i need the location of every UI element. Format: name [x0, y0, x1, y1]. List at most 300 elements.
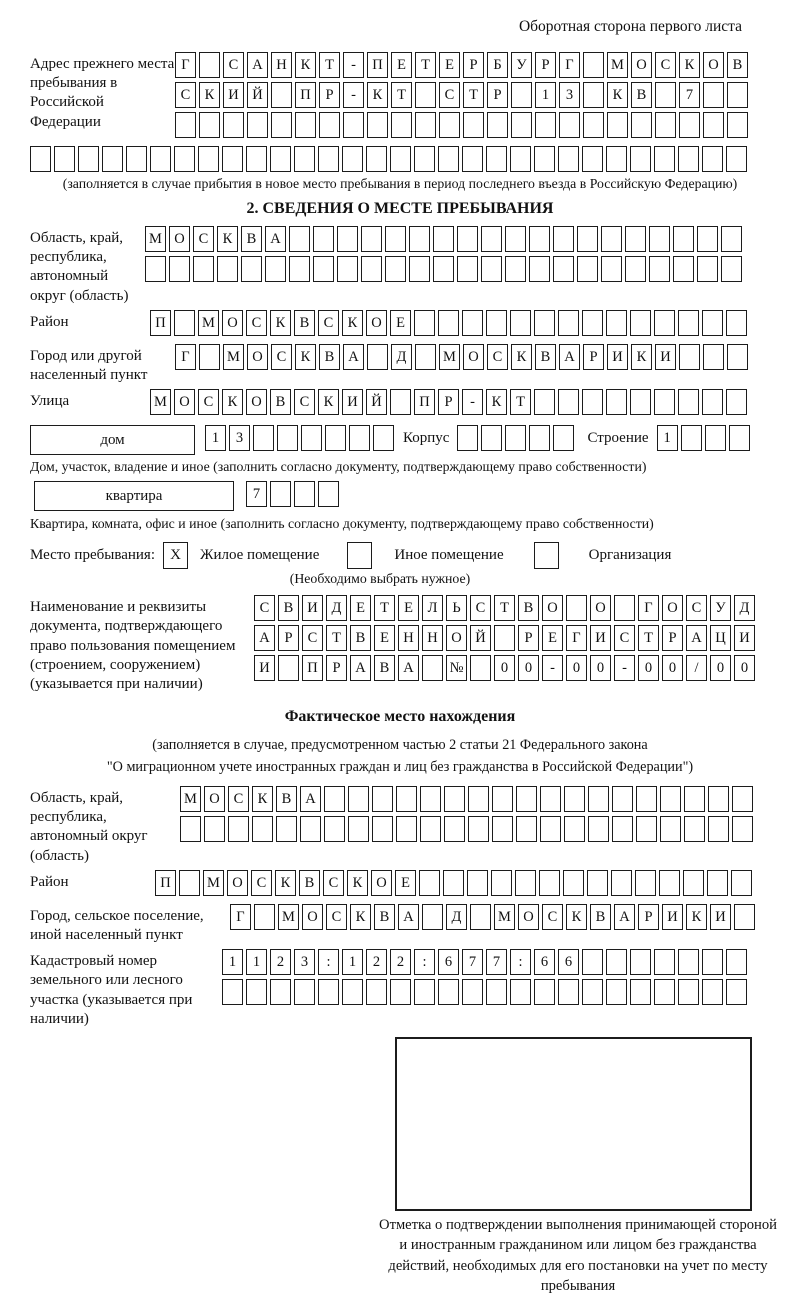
char-cell[interactable]: Р: [438, 389, 459, 415]
char-cell[interactable]: В: [278, 595, 299, 621]
char-cell[interactable]: В: [590, 904, 611, 930]
char-cell[interactable]: К: [607, 82, 628, 108]
char-cell[interactable]: :: [414, 949, 435, 975]
char-cell[interactable]: [414, 979, 435, 1005]
char-cell[interactable]: -: [343, 52, 364, 78]
char-cell[interactable]: 6: [534, 949, 555, 975]
char-cell[interactable]: М: [439, 344, 460, 370]
char-cell[interactable]: [174, 146, 195, 172]
char-cell[interactable]: [612, 816, 633, 842]
char-cell[interactable]: 0: [710, 655, 731, 681]
char-cell[interactable]: [649, 256, 670, 282]
char-cell[interactable]: Н: [422, 625, 443, 651]
char-cell[interactable]: [433, 256, 454, 282]
char-cell[interactable]: К: [217, 226, 238, 252]
char-cell[interactable]: :: [318, 949, 339, 975]
char-cell[interactable]: [703, 344, 724, 370]
char-cell[interactable]: [727, 112, 748, 138]
char-cell[interactable]: [468, 816, 489, 842]
char-cell[interactable]: [422, 904, 443, 930]
char-cell[interactable]: [420, 786, 441, 812]
char-cell[interactable]: [582, 979, 603, 1005]
char-cell[interactable]: [443, 870, 464, 896]
checkbox-inoe[interactable]: [347, 542, 372, 569]
char-cell[interactable]: 0: [590, 655, 611, 681]
char-cell[interactable]: [708, 816, 729, 842]
char-cell[interactable]: 2: [390, 949, 411, 975]
char-cell[interactable]: [558, 310, 579, 336]
char-cell[interactable]: [180, 816, 201, 842]
char-cell[interactable]: [534, 389, 555, 415]
char-cell[interactable]: О: [542, 595, 563, 621]
char-cell[interactable]: Е: [439, 52, 460, 78]
char-cell[interactable]: [126, 146, 147, 172]
char-cell[interactable]: [470, 904, 491, 930]
char-cell[interactable]: 0: [638, 655, 659, 681]
char-cell[interactable]: [193, 256, 214, 282]
char-cell[interactable]: [582, 310, 603, 336]
char-cell[interactable]: [265, 256, 286, 282]
char-cell[interactable]: С: [175, 82, 196, 108]
char-cell[interactable]: [655, 82, 676, 108]
char-cell[interactable]: [222, 979, 243, 1005]
char-cell[interactable]: [655, 112, 676, 138]
char-cell[interactable]: [462, 310, 483, 336]
char-cell[interactable]: Е: [391, 52, 412, 78]
char-cell[interactable]: [467, 870, 488, 896]
char-cell[interactable]: [726, 389, 747, 415]
char-cell[interactable]: В: [299, 870, 320, 896]
char-cell[interactable]: И: [590, 625, 611, 651]
char-cell[interactable]: [463, 112, 484, 138]
char-cell[interactable]: В: [350, 625, 371, 651]
char-cell[interactable]: Ь: [446, 595, 467, 621]
char-cell[interactable]: А: [300, 786, 321, 812]
char-cell[interactable]: Р: [326, 655, 347, 681]
char-cell[interactable]: [511, 112, 532, 138]
char-cell[interactable]: [204, 816, 225, 842]
char-cell[interactable]: П: [414, 389, 435, 415]
char-cell[interactable]: [588, 816, 609, 842]
char-cell[interactable]: [444, 786, 465, 812]
char-cell[interactable]: И: [655, 344, 676, 370]
char-cell[interactable]: [366, 979, 387, 1005]
char-cell[interactable]: О: [371, 870, 392, 896]
char-cell[interactable]: С: [318, 310, 339, 336]
char-cell[interactable]: [659, 870, 680, 896]
char-cell[interactable]: А: [265, 226, 286, 252]
char-cell[interactable]: [582, 949, 603, 975]
char-cell[interactable]: [438, 979, 459, 1005]
char-cell[interactable]: О: [204, 786, 225, 812]
char-cell[interactable]: [361, 256, 382, 282]
char-cell[interactable]: [660, 816, 681, 842]
char-cell[interactable]: [199, 112, 220, 138]
char-cell[interactable]: [726, 310, 747, 336]
char-cell[interactable]: К: [367, 82, 388, 108]
char-cell[interactable]: Г: [559, 52, 580, 78]
char-cell[interactable]: [678, 979, 699, 1005]
char-cell[interactable]: [30, 146, 51, 172]
char-cell[interactable]: [301, 425, 322, 451]
char-cell[interactable]: В: [319, 344, 340, 370]
char-cell[interactable]: [681, 425, 702, 451]
char-cell[interactable]: [349, 425, 370, 451]
char-cell[interactable]: [409, 256, 430, 282]
char-cell[interactable]: Т: [391, 82, 412, 108]
char-cell[interactable]: [577, 256, 598, 282]
char-cell[interactable]: [705, 425, 726, 451]
char-cell[interactable]: Е: [395, 870, 416, 896]
char-cell[interactable]: [481, 256, 502, 282]
char-cell[interactable]: Г: [175, 344, 196, 370]
char-cell[interactable]: [702, 389, 723, 415]
char-cell[interactable]: П: [302, 655, 323, 681]
char-cell[interactable]: М: [223, 344, 244, 370]
char-cell[interactable]: С: [251, 870, 272, 896]
char-cell[interactable]: [396, 816, 417, 842]
char-cell[interactable]: -: [614, 655, 635, 681]
char-cell[interactable]: [673, 256, 694, 282]
char-cell[interactable]: С: [198, 389, 219, 415]
char-cell[interactable]: В: [270, 389, 291, 415]
char-cell[interactable]: К: [347, 870, 368, 896]
char-cell[interactable]: [342, 979, 363, 1005]
char-cell[interactable]: Т: [319, 52, 340, 78]
char-cell[interactable]: [559, 112, 580, 138]
char-cell[interactable]: [390, 389, 411, 415]
char-cell[interactable]: Р: [319, 82, 340, 108]
char-cell[interactable]: В: [276, 786, 297, 812]
char-cell[interactable]: П: [295, 82, 316, 108]
char-cell[interactable]: Т: [494, 595, 515, 621]
char-cell[interactable]: [582, 389, 603, 415]
char-cell[interactable]: О: [662, 595, 683, 621]
char-cell[interactable]: [697, 256, 718, 282]
char-cell[interactable]: Г: [566, 625, 587, 651]
char-cell[interactable]: К: [342, 310, 363, 336]
char-cell[interactable]: [150, 146, 171, 172]
char-cell[interactable]: Т: [463, 82, 484, 108]
char-cell[interactable]: [223, 112, 244, 138]
char-cell[interactable]: [727, 82, 748, 108]
char-cell[interactable]: [78, 146, 99, 172]
char-cell[interactable]: 3: [559, 82, 580, 108]
char-cell[interactable]: П: [150, 310, 171, 336]
checkbox-zhiloe[interactable]: X: [163, 542, 188, 569]
char-cell[interactable]: Б: [487, 52, 508, 78]
char-cell[interactable]: М: [145, 226, 166, 252]
char-cell[interactable]: М: [198, 310, 219, 336]
char-cell[interactable]: С: [614, 625, 635, 651]
char-cell[interactable]: [516, 786, 537, 812]
char-cell[interactable]: Н: [398, 625, 419, 651]
char-cell[interactable]: [606, 979, 627, 1005]
char-cell[interactable]: [635, 870, 656, 896]
char-cell[interactable]: [515, 870, 536, 896]
char-cell[interactable]: [318, 979, 339, 1005]
char-cell[interactable]: [343, 112, 364, 138]
char-cell[interactable]: [348, 816, 369, 842]
char-cell[interactable]: [270, 146, 291, 172]
char-cell[interactable]: [372, 786, 393, 812]
char-cell[interactable]: А: [343, 344, 364, 370]
char-cell[interactable]: О: [222, 310, 243, 336]
char-cell[interactable]: А: [559, 344, 580, 370]
char-cell[interactable]: [385, 226, 406, 252]
char-cell[interactable]: Т: [374, 595, 395, 621]
char-cell[interactable]: [630, 146, 651, 172]
char-cell[interactable]: Р: [278, 625, 299, 651]
char-cell[interactable]: [529, 425, 550, 451]
char-cell[interactable]: [654, 389, 675, 415]
char-cell[interactable]: [630, 979, 651, 1005]
char-cell[interactable]: [539, 870, 560, 896]
char-cell[interactable]: [614, 595, 635, 621]
char-cell[interactable]: [373, 425, 394, 451]
char-cell[interactable]: [697, 226, 718, 252]
char-cell[interactable]: [636, 786, 657, 812]
char-cell[interactable]: [422, 655, 443, 681]
char-cell[interactable]: К: [270, 310, 291, 336]
char-cell[interactable]: И: [223, 82, 244, 108]
char-cell[interactable]: О: [703, 52, 724, 78]
char-cell[interactable]: У: [511, 52, 532, 78]
char-cell[interactable]: [625, 226, 646, 252]
char-cell[interactable]: [438, 310, 459, 336]
char-cell[interactable]: [587, 870, 608, 896]
char-cell[interactable]: 1: [535, 82, 556, 108]
char-cell[interactable]: [684, 786, 705, 812]
char-cell[interactable]: Р: [463, 52, 484, 78]
char-cell[interactable]: И: [662, 904, 683, 930]
char-cell[interactable]: [583, 82, 604, 108]
char-cell[interactable]: [631, 112, 652, 138]
char-cell[interactable]: 1: [205, 425, 226, 451]
char-cell[interactable]: [457, 425, 478, 451]
char-cell[interactable]: А: [398, 655, 419, 681]
char-cell[interactable]: [348, 786, 369, 812]
char-cell[interactable]: [606, 310, 627, 336]
char-cell[interactable]: [294, 146, 315, 172]
char-cell[interactable]: 6: [558, 949, 579, 975]
char-cell[interactable]: [566, 595, 587, 621]
char-cell[interactable]: А: [247, 52, 268, 78]
char-cell[interactable]: [511, 82, 532, 108]
char-cell[interactable]: [324, 816, 345, 842]
char-cell[interactable]: [601, 226, 622, 252]
char-cell[interactable]: Р: [662, 625, 683, 651]
char-cell[interactable]: [325, 425, 346, 451]
char-cell[interactable]: [337, 256, 358, 282]
char-cell[interactable]: С: [302, 625, 323, 651]
char-cell[interactable]: [246, 146, 267, 172]
char-cell[interactable]: К: [631, 344, 652, 370]
char-cell[interactable]: Т: [638, 625, 659, 651]
char-cell[interactable]: [486, 310, 507, 336]
char-cell[interactable]: В: [241, 226, 262, 252]
char-cell[interactable]: [319, 112, 340, 138]
char-cell[interactable]: [630, 389, 651, 415]
char-cell[interactable]: [415, 112, 436, 138]
char-cell[interactable]: [54, 146, 75, 172]
char-cell[interactable]: [342, 146, 363, 172]
char-cell[interactable]: 0: [566, 655, 587, 681]
char-cell[interactable]: [433, 226, 454, 252]
char-cell[interactable]: [247, 112, 268, 138]
char-cell[interactable]: С: [223, 52, 244, 78]
char-cell[interactable]: [385, 256, 406, 282]
char-cell[interactable]: Е: [350, 595, 371, 621]
char-cell[interactable]: [630, 949, 651, 975]
char-cell[interactable]: [577, 226, 598, 252]
char-cell[interactable]: Г: [175, 52, 196, 78]
char-cell[interactable]: [491, 870, 512, 896]
char-cell[interactable]: Е: [398, 595, 419, 621]
char-cell[interactable]: [611, 870, 632, 896]
char-cell[interactable]: [492, 786, 513, 812]
char-cell[interactable]: Д: [391, 344, 412, 370]
char-cell[interactable]: [731, 870, 752, 896]
char-cell[interactable]: [294, 481, 315, 507]
char-cell[interactable]: [679, 344, 700, 370]
char-cell[interactable]: [707, 870, 728, 896]
char-cell[interactable]: [734, 904, 755, 930]
char-cell[interactable]: [721, 256, 742, 282]
char-cell[interactable]: [439, 112, 460, 138]
char-cell[interactable]: К: [275, 870, 296, 896]
char-cell[interactable]: [702, 949, 723, 975]
char-cell[interactable]: 1: [657, 425, 678, 451]
char-cell[interactable]: [684, 816, 705, 842]
char-cell[interactable]: И: [342, 389, 363, 415]
char-cell[interactable]: [241, 256, 262, 282]
char-cell[interactable]: [553, 256, 574, 282]
char-cell[interactable]: 1: [222, 949, 243, 975]
char-cell[interactable]: [678, 949, 699, 975]
char-cell[interactable]: [612, 786, 633, 812]
char-cell[interactable]: О: [302, 904, 323, 930]
char-cell[interactable]: [606, 389, 627, 415]
char-cell[interactable]: А: [614, 904, 635, 930]
char-cell[interactable]: 1: [342, 949, 363, 975]
char-cell[interactable]: [198, 146, 219, 172]
char-cell[interactable]: [318, 146, 339, 172]
char-cell[interactable]: [540, 816, 561, 842]
char-cell[interactable]: [494, 625, 515, 651]
char-cell[interactable]: Р: [535, 52, 556, 78]
char-cell[interactable]: [534, 146, 555, 172]
char-cell[interactable]: [606, 949, 627, 975]
char-cell[interactable]: [414, 146, 435, 172]
char-cell[interactable]: [487, 112, 508, 138]
char-cell[interactable]: [481, 425, 502, 451]
char-cell[interactable]: С: [246, 310, 267, 336]
char-cell[interactable]: [601, 256, 622, 282]
char-cell[interactable]: [732, 786, 753, 812]
char-cell[interactable]: [649, 226, 670, 252]
char-cell[interactable]: К: [295, 52, 316, 78]
char-cell[interactable]: Е: [374, 625, 395, 651]
char-cell[interactable]: [553, 226, 574, 252]
char-cell[interactable]: [253, 425, 274, 451]
char-cell[interactable]: И: [710, 904, 731, 930]
char-cell[interactable]: [636, 816, 657, 842]
char-cell[interactable]: [367, 112, 388, 138]
char-cell[interactable]: [324, 786, 345, 812]
char-cell[interactable]: [564, 786, 585, 812]
char-cell[interactable]: П: [367, 52, 388, 78]
char-cell[interactable]: [607, 112, 628, 138]
char-cell[interactable]: Н: [271, 52, 292, 78]
char-cell[interactable]: [419, 870, 440, 896]
char-cell[interactable]: [510, 979, 531, 1005]
char-cell[interactable]: Л: [422, 595, 443, 621]
char-cell[interactable]: [732, 816, 753, 842]
char-cell[interactable]: -: [542, 655, 563, 681]
char-cell[interactable]: [721, 226, 742, 252]
char-cell[interactable]: [270, 481, 291, 507]
char-cell[interactable]: [270, 979, 291, 1005]
char-cell[interactable]: -: [462, 389, 483, 415]
char-cell[interactable]: [529, 226, 550, 252]
char-cell[interactable]: [396, 786, 417, 812]
char-cell[interactable]: К: [679, 52, 700, 78]
char-cell[interactable]: [726, 949, 747, 975]
char-cell[interactable]: Й: [247, 82, 268, 108]
char-cell[interactable]: Г: [230, 904, 251, 930]
char-cell[interactable]: [391, 112, 412, 138]
char-cell[interactable]: 7: [486, 949, 507, 975]
char-cell[interactable]: К: [486, 389, 507, 415]
char-cell[interactable]: К: [199, 82, 220, 108]
char-cell[interactable]: [702, 310, 723, 336]
char-cell[interactable]: [702, 146, 723, 172]
char-cell[interactable]: К: [350, 904, 371, 930]
char-cell[interactable]: [254, 904, 275, 930]
char-cell[interactable]: [486, 146, 507, 172]
char-cell[interactable]: [505, 425, 526, 451]
char-cell[interactable]: №: [446, 655, 467, 681]
char-cell[interactable]: [252, 816, 273, 842]
char-cell[interactable]: И: [254, 655, 275, 681]
char-cell[interactable]: К: [511, 344, 532, 370]
char-cell[interactable]: 2: [270, 949, 291, 975]
char-cell[interactable]: [703, 112, 724, 138]
char-cell[interactable]: [505, 226, 526, 252]
char-cell[interactable]: [366, 146, 387, 172]
char-cell[interactable]: 0: [662, 655, 683, 681]
char-cell[interactable]: Д: [446, 904, 467, 930]
char-cell[interactable]: С: [228, 786, 249, 812]
char-cell[interactable]: [535, 112, 556, 138]
char-cell[interactable]: [271, 112, 292, 138]
char-cell[interactable]: [534, 979, 555, 1005]
char-cell[interactable]: [271, 82, 292, 108]
char-cell[interactable]: [678, 146, 699, 172]
char-cell[interactable]: [679, 112, 700, 138]
char-cell[interactable]: [175, 112, 196, 138]
char-cell[interactable]: [529, 256, 550, 282]
char-cell[interactable]: М: [203, 870, 224, 896]
char-cell[interactable]: [558, 146, 579, 172]
char-cell[interactable]: О: [518, 904, 539, 930]
char-cell[interactable]: [654, 146, 675, 172]
char-cell[interactable]: О: [169, 226, 190, 252]
char-cell[interactable]: П: [155, 870, 176, 896]
char-cell[interactable]: [727, 344, 748, 370]
char-cell[interactable]: [462, 979, 483, 1005]
